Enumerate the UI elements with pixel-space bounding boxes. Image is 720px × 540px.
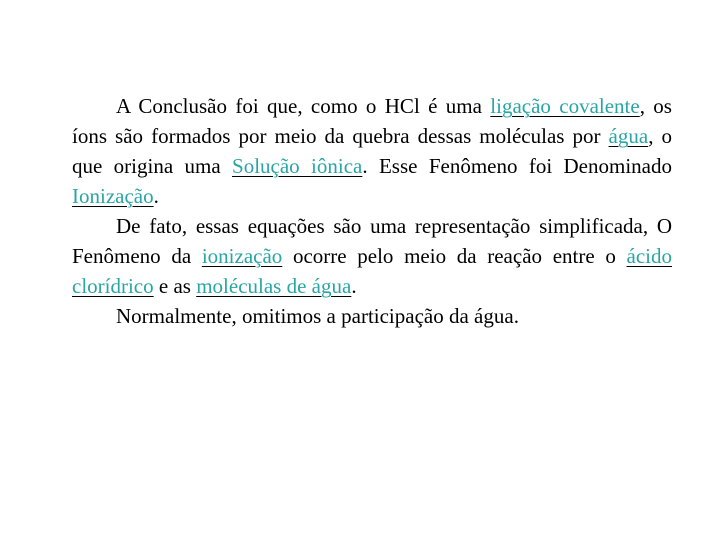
highlighted-term-ligacao-covalente: ligação covalente	[490, 94, 640, 118]
text-segment: , o que origina uma	[72, 124, 673, 178]
text-segment: , os íons são formados por meio da quebra dessas moléculas por	[72, 94, 672, 148]
paragraph-de-fato	[72, 211, 672, 301]
text-segment: Normalmente, omitimos a participação da água.	[116, 304, 519, 328]
text-segment: ocorre pelo meio da reação entre o	[282, 244, 627, 268]
paragraph-normalmente	[72, 301, 672, 331]
highlighted-term-agua: água	[608, 124, 649, 148]
text-segment: .	[153, 184, 159, 208]
text-body	[72, 91, 672, 331]
text-segment: . Esse Fenômeno foi Denominado	[362, 154, 672, 178]
highlighted-term-acido-cloridrico: ácido clorídrico	[72, 244, 672, 298]
highlighted-term-moleculas-de-agua: moléculas de água	[196, 274, 352, 298]
text-segment: .	[351, 274, 357, 298]
text-segment: e as	[153, 274, 197, 298]
highlighted-term-solucao-ionica: Solução iônica	[232, 154, 363, 178]
paragraph-conclusion	[72, 91, 672, 211]
text-segment: De fato, essas equações são uma representação simplificada, O Fenômeno da	[72, 214, 672, 268]
text-segment: A Conclusão foi que, como o HCl é uma	[116, 94, 491, 118]
highlighted-term-ionizacao: ionização	[201, 244, 283, 268]
highlighted-term-ionizacao: Ionização	[72, 184, 154, 208]
